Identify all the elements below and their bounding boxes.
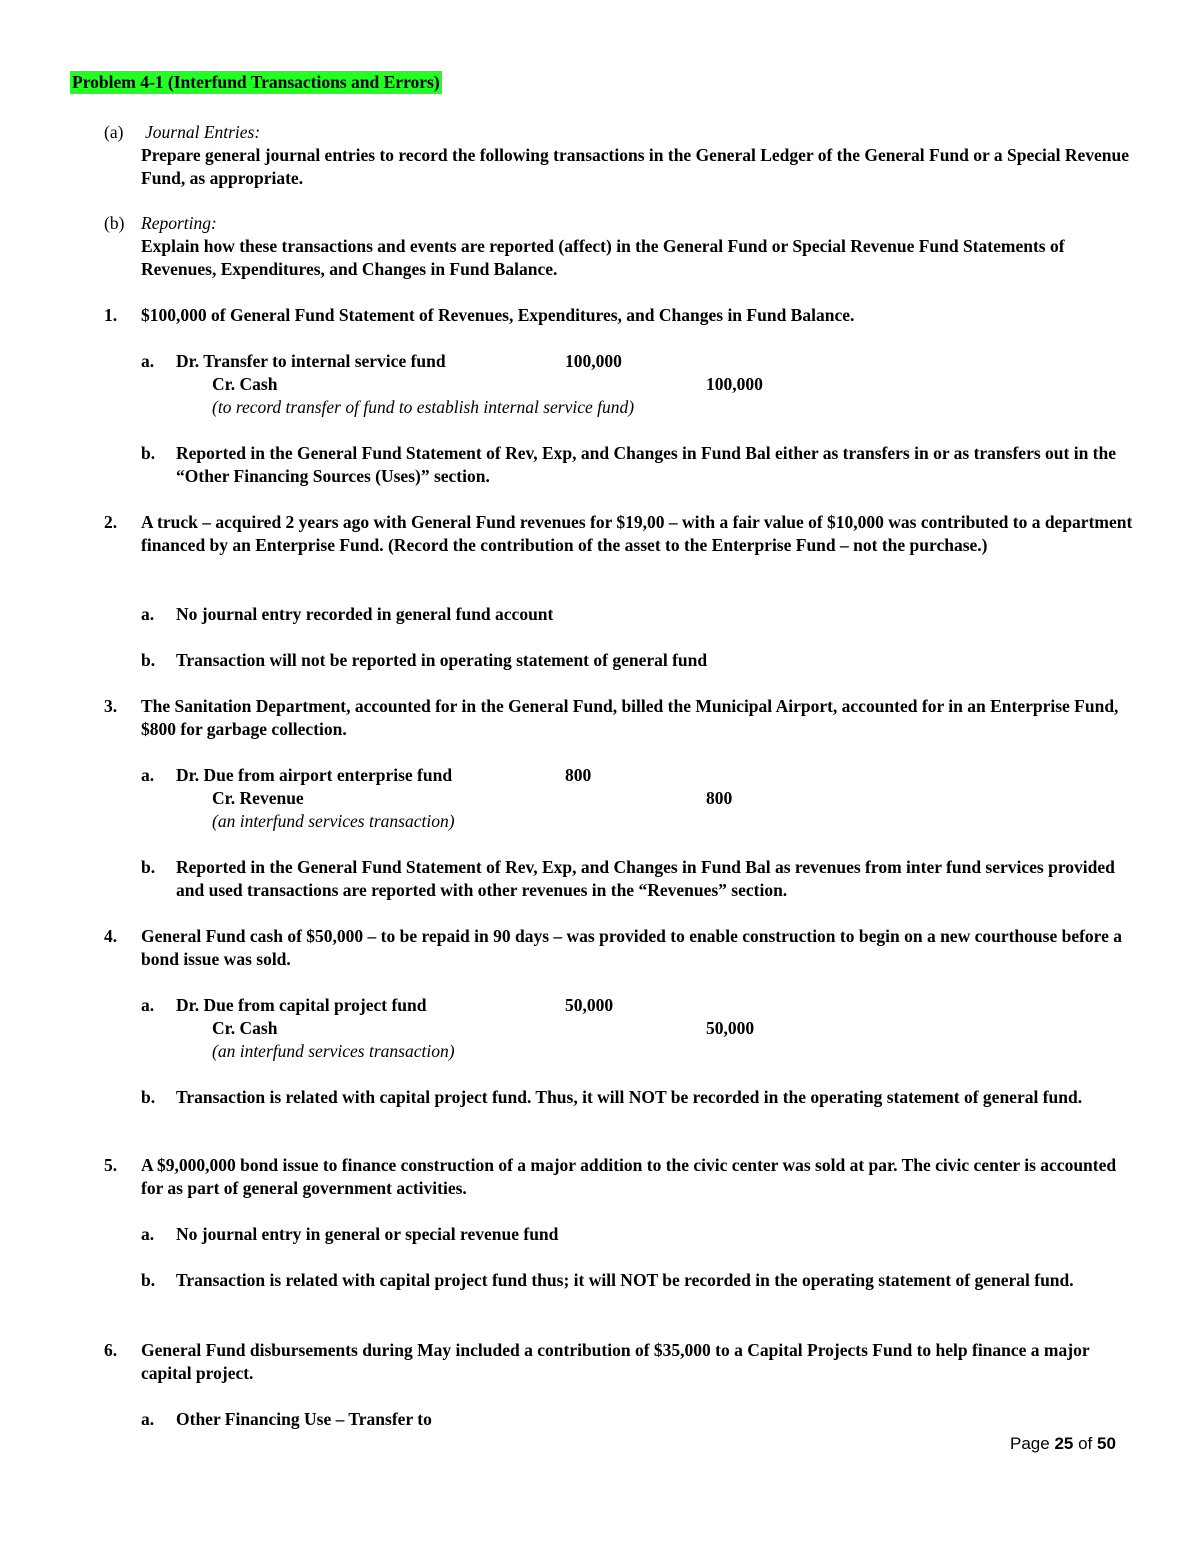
sub-text: Transaction is related with capital project fund thus; it will NOT be recorded in the operating statement of general fund. bbox=[176, 1270, 1074, 1290]
sub-label: b. bbox=[141, 443, 156, 463]
sub-text: No journal entry recorded in general fund account bbox=[176, 604, 554, 624]
credit-amount: 50,000 bbox=[706, 1018, 755, 1038]
page-word: Page bbox=[1010, 1434, 1050, 1453]
item-number: 1. bbox=[104, 305, 118, 325]
part-a-heading: Journal Entries: bbox=[145, 122, 261, 142]
debit-account: Dr. Due from capital project fund bbox=[176, 995, 427, 1015]
sub-label: b. bbox=[141, 1270, 156, 1290]
item-number: 5. bbox=[104, 1155, 118, 1175]
part-a-text: Prepare general journal entries to record the following transactions in the General Ledger of the General Fund or a Special Revenue Fund, as appropriate. bbox=[141, 145, 1129, 188]
item-text: General Fund cash of $50,000 – to be repaid in 90 days – was provided to enable construction to begin on a new courthouse before a bond issue was sold. bbox=[141, 926, 1123, 969]
sub-label: a. bbox=[141, 351, 155, 371]
sub-text: Reported in the General Fund Statement of Rev, Exp, and Changes in Fund Bal as revenues from inter fund services provided and used transactions are reported with other revenues in the “Revenues” section. bbox=[176, 857, 1115, 900]
sub-label: a. bbox=[141, 765, 155, 785]
entry-note: (an interfund services transaction) bbox=[212, 1041, 455, 1061]
sub-label: a. bbox=[141, 995, 155, 1015]
sub-text: Transaction is related with capital project fund. Thus, it will NOT be recorded in the operating statement of general fund. bbox=[176, 1087, 1083, 1107]
item-text: $100,000 of General Fund Statement of Revenues, Expenditures, and Changes in Fund Balance. bbox=[141, 305, 855, 325]
item-number: 6. bbox=[104, 1340, 118, 1360]
credit-account: Cr. Cash bbox=[212, 374, 278, 394]
entry-note: (an interfund services transaction) bbox=[212, 811, 455, 831]
debit-amount: 800 bbox=[565, 765, 592, 785]
credit-amount: 100,000 bbox=[706, 374, 763, 394]
page-number bbox=[1010, 1432, 1116, 1455]
part-a-label: (a) bbox=[104, 122, 124, 142]
total-pages: 50 bbox=[1097, 1434, 1116, 1453]
sub-label: a. bbox=[141, 604, 155, 624]
item-number: 2. bbox=[104, 512, 118, 532]
page-title: Problem 4-1 (Interfund Transactions and Errors) bbox=[72, 72, 440, 92]
item-number: 4. bbox=[104, 926, 118, 946]
sub-label: b. bbox=[141, 650, 156, 670]
sub-text: Other Financing Use – Transfer to bbox=[176, 1409, 432, 1429]
credit-amount: 800 bbox=[706, 788, 733, 808]
debit-account: Dr. Transfer to internal service fund bbox=[176, 351, 446, 371]
debit-amount: 100,000 bbox=[565, 351, 622, 371]
current-page: 25 bbox=[1054, 1434, 1074, 1453]
item-text: General Fund disbursements during May included a contribution of $35,000 to a Capital Projects Fund to help finance a major capital project. bbox=[141, 1340, 1090, 1383]
item-number: 3. bbox=[104, 696, 118, 716]
credit-account: Cr. Cash bbox=[212, 1018, 278, 1038]
sub-label: a. bbox=[141, 1224, 155, 1244]
sub-text: No journal entry in general or special revenue fund bbox=[176, 1224, 559, 1244]
sub-label: a. bbox=[141, 1409, 155, 1429]
debit-account: Dr. Due from airport enterprise fund bbox=[176, 765, 453, 785]
item-text: A $9,000,000 bond issue to finance construction of a major addition to the civic center was sold at par. The civic center is accounted for as part of general government activities. bbox=[141, 1155, 1117, 1198]
part-b-heading: Reporting: bbox=[141, 213, 217, 233]
sub-label: b. bbox=[141, 857, 156, 877]
part-b-label: (b) bbox=[104, 213, 125, 233]
of-word: of bbox=[1078, 1434, 1093, 1453]
debit-amount: 50,000 bbox=[565, 995, 614, 1015]
credit-account: Cr. Revenue bbox=[212, 788, 304, 808]
sub-label: b. bbox=[141, 1087, 156, 1107]
entry-note: (to record transfer of fund to establish internal service fund) bbox=[212, 397, 635, 417]
sub-text: Reported in the General Fund Statement of Rev, Exp, and Changes in Fund Bal either as transfers in or as transfers out in the “Other Financing Sources (Uses)” section. bbox=[176, 443, 1117, 486]
item-text: A truck – acquired 2 years ago with General Fund revenues for $19,00 – with a fair value of $10,000 was contributed to a department financed by an Enterprise Fund. (Record the contribution of the asset to the Enterprise Fund – not the purchase.) bbox=[141, 512, 1133, 555]
part-b-text: Explain how these transactions and events are reported (affect) in the General Fund or Special Revenue Fund Statements of Revenues, Expenditures, and Changes in Fund Balance. bbox=[141, 236, 1065, 279]
sub-text: Transaction will not be reported in operating statement of general fund bbox=[176, 650, 708, 670]
item-text: The Sanitation Department, accounted for in the General Fund, billed the Municipal Airport, accounted for in an Enterprise Fund, $800 for garbage collection. bbox=[141, 696, 1119, 739]
